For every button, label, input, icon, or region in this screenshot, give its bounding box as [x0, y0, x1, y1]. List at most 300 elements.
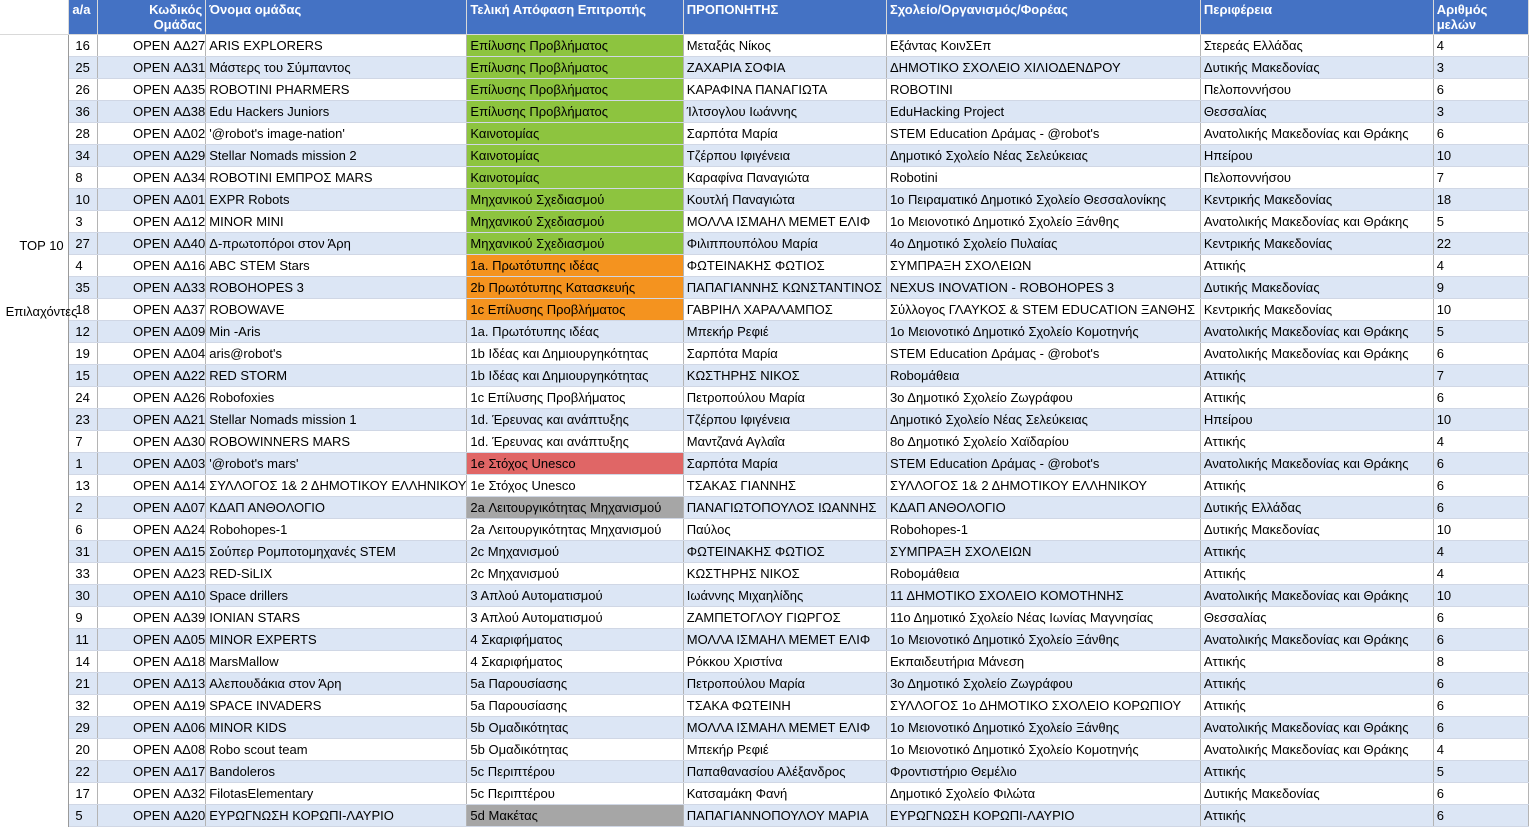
region-cell[interactable]: Ανατολικής Μακεδονίας και Θράκης [1200, 122, 1433, 144]
region-cell[interactable]: Ηπείρου [1200, 408, 1433, 430]
row-number[interactable]: 11 [69, 628, 98, 650]
team-code-cell[interactable]: OPEN ΑΔ02 [97, 122, 205, 144]
header-coach[interactable]: ΠΡΟΠΟΝΗΤΗΣ [683, 0, 886, 34]
region-cell[interactable]: Κεντρικής Μακεδονίας [1200, 232, 1433, 254]
row-number[interactable]: 3 [69, 210, 98, 232]
members-cell[interactable]: 6 [1433, 474, 1528, 496]
school-cell[interactable]: ΣΥΜΠΡΑΞΗ ΣΧΟΛΕΙΩΝ [886, 540, 1200, 562]
team-name-cell[interactable]: ABC STEM Stars [206, 254, 467, 276]
school-cell[interactable]: EduHacking Project [886, 100, 1200, 122]
team-code-cell[interactable]: OPEN ΑΔ39 [97, 606, 205, 628]
decision-cell[interactable]: Επίλυσης Προβλήματος [467, 100, 683, 122]
school-cell[interactable]: ROBOTINI [886, 78, 1200, 100]
region-cell[interactable]: Δυτικής Μακεδονίας [1200, 782, 1433, 804]
team-code-cell[interactable]: OPEN ΑΔ17 [97, 760, 205, 782]
row-number[interactable]: 20 [69, 738, 98, 760]
school-cell[interactable]: Roboμάθεια [886, 364, 1200, 386]
members-cell[interactable]: 6 [1433, 342, 1528, 364]
members-cell[interactable]: 6 [1433, 496, 1528, 518]
team-name-cell[interactable]: ROBOWINNERS MARS [206, 430, 467, 452]
school-cell[interactable]: STEM Education Δράμας - @robot's [886, 342, 1200, 364]
decision-cell[interactable]: Επίλυσης Προβλήματος [467, 34, 683, 56]
decision-cell[interactable]: 2a Λειτουργικότητας Μηχανισμού [467, 496, 683, 518]
coach-cell[interactable]: ΜΟΛΛΑ ΙΣΜΑΗΛ ΜΕΜΕΤ ΕΛΙΦ [683, 716, 886, 738]
team-code-cell[interactable]: OPEN ΑΔ09 [97, 320, 205, 342]
team-code-cell[interactable]: OPEN ΑΔ01 [97, 188, 205, 210]
region-cell[interactable]: Πελοποννήσου [1200, 166, 1433, 188]
school-cell[interactable]: 11 ΔΗΜΟΤΙΚΟ ΣΧΟΛΕΙΟ ΚΟΜΟΤΗΝΗΣ [886, 584, 1200, 606]
team-name-cell[interactable]: MINOR KIDS [206, 716, 467, 738]
decision-cell[interactable]: 5c Περιπτέρου [467, 782, 683, 804]
coach-cell[interactable]: Μεταξάς Νίκος [683, 34, 886, 56]
school-cell[interactable]: Robohopes-1 [886, 518, 1200, 540]
row-number[interactable]: 8 [69, 166, 98, 188]
school-cell[interactable]: Δημοτικό Σχολείο Φιλώτα [886, 782, 1200, 804]
region-cell[interactable]: Ανατολικής Μακεδονίας και Θράκης [1200, 452, 1433, 474]
region-cell[interactable]: Ανατολικής Μακεδονίας και Θράκης [1200, 628, 1433, 650]
decision-cell[interactable]: 1b Ιδέας και Δημιουργηκότητας [467, 342, 683, 364]
decision-cell[interactable]: 5b Ομαδικότητας [467, 716, 683, 738]
members-cell[interactable]: 6 [1433, 782, 1528, 804]
region-cell[interactable]: Ανατολικής Μακεδονίας και Θράκης [1200, 210, 1433, 232]
coach-cell[interactable]: Μπεκήρ Ρεφιέ [683, 320, 886, 342]
coach-cell[interactable]: Μαντζανά Αγλαΐα [683, 430, 886, 452]
coach-cell[interactable]: ΦΩΤΕΙΝΑΚΗΣ ΦΩΤΙΟΣ [683, 254, 886, 276]
members-cell[interactable]: 10 [1433, 144, 1528, 166]
region-cell[interactable]: Αττικής [1200, 694, 1433, 716]
coach-cell[interactable]: ΤΣΑΚΑΣ ΓΙΑΝΝΗΣ [683, 474, 886, 496]
coach-cell[interactable]: Κατσαμάκη Φανή [683, 782, 886, 804]
decision-cell[interactable]: 4 Σκαριφήματος [467, 628, 683, 650]
coach-cell[interactable]: ΠΑΝΑΓΙΩΤΟΠΟΥΛΟΣ ΙΩΑΝΝΗΣ [683, 496, 886, 518]
row-number[interactable]: 9 [69, 606, 98, 628]
team-name-cell[interactable]: '@robot's image-nation' [206, 122, 467, 144]
school-cell[interactable]: ΣΥΜΠΡΑΞΗ ΣΧΟΛΕΙΩΝ [886, 254, 1200, 276]
school-cell[interactable]: 11ο Δημοτικό Σχολείο Νέας Ιωνίας Μαγνησίας [886, 606, 1200, 628]
school-cell[interactable]: ΣΥΛΛΟΓΟΣ 1& 2 ΔΗΜΟΤΙΚΟΥ ΕΛΛΗΝΙΚΟΥ [886, 474, 1200, 496]
coach-cell[interactable]: Ρόκκου Χριστίνα [683, 650, 886, 672]
region-cell[interactable]: Δυτικής Ελλάδας [1200, 496, 1433, 518]
row-number[interactable]: 5 [69, 804, 98, 826]
row-number[interactable]: 2 [69, 496, 98, 518]
coach-cell[interactable]: Τζέρπου Ιφιγένεια [683, 144, 886, 166]
members-cell[interactable]: 22 [1433, 232, 1528, 254]
members-cell[interactable]: 5 [1433, 210, 1528, 232]
row-number[interactable]: 19 [69, 342, 98, 364]
region-cell[interactable]: Αττικής [1200, 254, 1433, 276]
school-cell[interactable]: ΔΗΜΟΤΙΚΟ ΣΧΟΛΕΙΟ ΧΙΛΙΟΔΕΝΔΡΟΥ [886, 56, 1200, 78]
table-row [0, 254, 1529, 276]
row-number[interactable]: 15 [69, 364, 98, 386]
members-cell[interactable]: 6 [1433, 122, 1528, 144]
coach-cell[interactable]: Μπεκήρ Ρεφιέ [683, 738, 886, 760]
decision-cell[interactable]: 1c Επίλυσης Προβλήματος [467, 298, 683, 320]
members-cell[interactable]: 3 [1433, 56, 1528, 78]
row-number[interactable]: 29 [69, 716, 98, 738]
team-code-cell[interactable]: OPEN ΑΔ40 [97, 232, 205, 254]
row-number[interactable]: 6 [69, 518, 98, 540]
team-code-cell[interactable]: OPEN ΑΔ29 [97, 144, 205, 166]
decision-cell[interactable]: 1b Ιδέας και Δημιουργηκότητας [467, 364, 683, 386]
team-name-cell[interactable]: RED STORM [206, 364, 467, 386]
team-name-cell[interactable]: EXPR Robots [206, 188, 467, 210]
team-code-cell[interactable]: OPEN ΑΔ10 [97, 584, 205, 606]
coach-cell[interactable]: Σαρπότα Μαρία [683, 122, 886, 144]
members-cell[interactable]: 4 [1433, 540, 1528, 562]
team-code-cell[interactable]: OPEN ΑΔ26 [97, 386, 205, 408]
row-number[interactable]: 22 [69, 760, 98, 782]
school-cell[interactable]: 1ο Μειονοτικό Δημοτικό Σχολείο Ξάνθης [886, 628, 1200, 650]
row-number[interactable]: 34 [69, 144, 98, 166]
coach-cell[interactable]: ΤΣΑΚΑ ΦΩΤΕΙΝΗ [683, 694, 886, 716]
header-aa[interactable]: a/a [69, 0, 98, 34]
coach-cell[interactable]: ΖΑΧΑΡΙΑ ΣΟΦΙΑ [683, 56, 886, 78]
coach-cell[interactable]: ΠΑΠΑΓΙΑΝΝΟΠΟΥΛΟΥ ΜΑΡΙΑ [683, 804, 886, 826]
team-name-cell[interactable]: ΣΥΛΛΟΓΟΣ 1& 2 ΔΗΜΟΤΙΚΟΥ ΕΛΛΗΝΙΚΟΥ [206, 474, 467, 496]
coach-cell[interactable]: Σαρπότα Μαρία [683, 342, 886, 364]
region-cell[interactable]: Δυτικής Μακεδονίας [1200, 56, 1433, 78]
decision-cell[interactable]: Καινοτομίας [467, 144, 683, 166]
region-cell[interactable]: Αττικής [1200, 650, 1433, 672]
region-cell[interactable]: Ανατολικής Μακεδονίας και Θράκης [1200, 320, 1433, 342]
team-code-cell[interactable]: OPEN ΑΔ07 [97, 496, 205, 518]
decision-cell[interactable]: Καινοτομίας [467, 122, 683, 144]
decision-cell[interactable]: Μηχανικού Σχεδιασμού [467, 188, 683, 210]
row-number[interactable]: 27 [69, 232, 98, 254]
team-code-cell[interactable]: OPEN ΑΔ22 [97, 364, 205, 386]
members-cell[interactable]: 4 [1433, 430, 1528, 452]
coach-cell[interactable]: Σαρπότα Μαρία [683, 452, 886, 474]
row-number[interactable]: 26 [69, 78, 98, 100]
header-school[interactable]: Σχολείο/Οργανισμός/Φορέας [886, 0, 1200, 34]
team-name-cell[interactable]: Robo scout team [206, 738, 467, 760]
members-cell[interactable]: 4 [1433, 254, 1528, 276]
team-code-cell[interactable]: OPEN ΑΔ14 [97, 474, 205, 496]
coach-cell[interactable]: ΜΟΛΛΑ ΙΣΜΑΗΛ ΜΕΜΕΤ ΕΛΙΦ [683, 210, 886, 232]
team-name-cell[interactable]: FilotasElementary [206, 782, 467, 804]
school-cell[interactable]: 1ο Μειονοτικό Δημοτικό Σχολείο Ξάνθης [886, 210, 1200, 232]
header-members[interactable]: Αριθμός μελών [1433, 0, 1528, 34]
team-name-cell[interactable]: Μάστερς του Σύμπαντος [206, 56, 467, 78]
region-cell[interactable]: Στερεάς Ελλάδας [1200, 34, 1433, 56]
region-cell[interactable]: Θεσσαλίας [1200, 100, 1433, 122]
team-name-cell[interactable]: ΚΔΑΠ ΑΝΘΟΛΟΓΙΟ [206, 496, 467, 518]
decision-cell[interactable]: Επίλυσης Προβλήματος [467, 78, 683, 100]
row-number[interactable]: 21 [69, 672, 98, 694]
coach-cell[interactable]: Τζέρπου Ιφιγένεια [683, 408, 886, 430]
row-number[interactable]: 7 [69, 430, 98, 452]
members-cell[interactable]: 10 [1433, 298, 1528, 320]
members-cell[interactable]: 10 [1433, 408, 1528, 430]
decision-cell[interactable]: 1a. Πρωτότυπης ιδέας [467, 254, 683, 276]
team-code-cell[interactable]: OPEN ΑΔ15 [97, 540, 205, 562]
decision-cell[interactable]: 1d. Έρευνας και ανάπτυξης [467, 408, 683, 430]
team-code-cell[interactable]: OPEN ΑΔ13 [97, 672, 205, 694]
decision-cell[interactable]: 1e Στόχος Unesco [467, 474, 683, 496]
decision-cell[interactable]: 5c Περιπτέρου [467, 760, 683, 782]
members-cell[interactable]: 6 [1433, 804, 1528, 826]
row-number[interactable]: 1 [69, 452, 98, 474]
decision-cell[interactable]: 1e Στόχος Unesco [467, 452, 683, 474]
members-cell[interactable]: 10 [1433, 518, 1528, 540]
coach-cell[interactable]: Καραφίνα Παναγιώτα [683, 166, 886, 188]
table-row [0, 606, 1529, 628]
side-label-column [0, 34, 78, 826]
decision-cell[interactable]: Μηχανικού Σχεδιασμού [467, 210, 683, 232]
decision-cell[interactable]: 4 Σκαριφήματος [467, 650, 683, 672]
team-name-cell[interactable]: Edu Hackers Juniors [206, 100, 467, 122]
decision-cell[interactable]: 2c Μηχανισμού [467, 562, 683, 584]
decision-cell[interactable]: Καινοτομίας [467, 166, 683, 188]
region-cell[interactable]: Αττικής [1200, 540, 1433, 562]
coach-cell[interactable]: ΖΑΜΠΕΤΟΓΛΟΥ ΓΙΩΡΓΟΣ [683, 606, 886, 628]
header-team-code[interactable]: Κωδικός Ομάδας [97, 0, 205, 34]
team-name-cell[interactable]: Robofoxies [206, 386, 467, 408]
region-cell[interactable]: Αττικής [1200, 364, 1433, 386]
header-region[interactable]: Περιφέρεια [1200, 0, 1433, 34]
coach-cell[interactable]: Πετροπούλου Μαρία [683, 672, 886, 694]
decision-cell[interactable]: 5a Παρουσίασης [467, 672, 683, 694]
team-name-cell[interactable]: Δ-πρωτοπόροι στον Άρη [206, 232, 467, 254]
row-number[interactable]: 17 [69, 782, 98, 804]
team-code-cell[interactable]: OPEN ΑΔ03 [97, 452, 205, 474]
team-name-cell[interactable]: ROBOTINI PHARMERS [206, 78, 467, 100]
row-number[interactable]: 23 [69, 408, 98, 430]
region-cell[interactable]: Αττικής [1200, 672, 1433, 694]
school-cell[interactable]: ΣΥΛΛΟΓΟΣ 1ο ΔΗΜΟΤΙΚΟ ΣΧΟΛΕΙΟ ΚΟΡΩΠΙΟΥ [886, 694, 1200, 716]
school-cell[interactable]: Roboμάθεια [886, 562, 1200, 584]
region-cell[interactable]: Αττικής [1200, 386, 1433, 408]
team-name-cell[interactable]: IONIAN STARS [206, 606, 467, 628]
region-cell[interactable]: Ανατολικής Μακεδονίας και Θράκης [1200, 738, 1433, 760]
school-cell[interactable]: Εκπαιδευτήρια Μάνεση [886, 650, 1200, 672]
members-cell[interactable]: 7 [1433, 364, 1528, 386]
decision-cell[interactable]: Επίλυσης Προβλήματος [467, 56, 683, 78]
coach-cell[interactable]: Κουτλή Παναγιώτα [683, 188, 886, 210]
region-cell[interactable]: Αττικής [1200, 562, 1433, 584]
team-code-cell[interactable]: OPEN ΑΔ30 [97, 430, 205, 452]
members-cell[interactable]: 6 [1433, 78, 1528, 100]
row-number[interactable]: 13 [69, 474, 98, 496]
team-name-cell[interactable]: MINOR MINI [206, 210, 467, 232]
team-name-cell[interactable]: ROBOWAVE [206, 298, 467, 320]
decision-cell[interactable]: 1d. Έρευνας και ανάπτυξης [467, 430, 683, 452]
row-number[interactable]: 18 [69, 298, 98, 320]
members-cell[interactable]: 6 [1433, 716, 1528, 738]
members-cell[interactable]: 7 [1433, 166, 1528, 188]
school-cell[interactable]: 3ο Δημοτικό Σχολείο Ζωγράφου [886, 386, 1200, 408]
school-cell[interactable]: 8ο Δημοτικό Σχολείο Χαϊδαρίου [886, 430, 1200, 452]
school-cell[interactable]: Δημοτικό Σχολείο Νέας Σελεύκειας [886, 408, 1200, 430]
school-cell[interactable]: 1ο Μειονοτικό Δημοτικό Σχολείο Ξάνθης [886, 716, 1200, 738]
team-code-cell[interactable]: OPEN ΑΔ04 [97, 342, 205, 364]
header-decision[interactable]: Τελική Απόφαση Επιτροπής [467, 0, 683, 34]
coach-cell[interactable]: Φιλιππουπόλου Μαρία [683, 232, 886, 254]
team-name-cell[interactable]: RED-SiLIX [206, 562, 467, 584]
coach-cell[interactable]: Ιωάννης Μιχαηλίδης [683, 584, 886, 606]
members-cell[interactable]: 3 [1433, 100, 1528, 122]
row-number[interactable]: 25 [69, 56, 98, 78]
team-name-cell[interactable]: Stellar Nomads mission 1 [206, 408, 467, 430]
region-cell[interactable]: Ανατολικής Μακεδονίας και Θράκης [1200, 716, 1433, 738]
header-team-name[interactable]: Όνομα ομάδας [206, 0, 467, 34]
members-cell[interactable]: 5 [1433, 760, 1528, 782]
members-cell[interactable]: 6 [1433, 606, 1528, 628]
team-code-cell[interactable]: OPEN ΑΔ35 [97, 78, 205, 100]
decision-cell[interactable]: 2b Πρωτότυπης Κατασκευής [467, 276, 683, 298]
school-cell[interactable]: 3ο Δημοτικό Σχολείο Ζωγράφου [886, 672, 1200, 694]
team-name-cell[interactable]: aris@robot's [206, 342, 467, 364]
members-cell[interactable]: 18 [1433, 188, 1528, 210]
coach-cell[interactable]: Ίλτσογλου Ιωάννης [683, 100, 886, 122]
team-code-cell[interactable]: OPEN ΑΔ19 [97, 694, 205, 716]
team-name-cell[interactable]: Stellar Nomads mission 2 [206, 144, 467, 166]
region-cell[interactable]: Δυτικής Μακεδονίας [1200, 276, 1433, 298]
team-name-cell[interactable]: ROBOTINI ΕΜΠΡΟΣ MARS [206, 166, 467, 188]
members-cell[interactable]: 10 [1433, 584, 1528, 606]
decision-cell[interactable]: 5b Ομαδικότητας [467, 738, 683, 760]
team-code-cell[interactable]: OPEN ΑΔ16 [97, 254, 205, 276]
table-row [0, 694, 1529, 716]
team-code-cell[interactable]: OPEN ΑΔ08 [97, 738, 205, 760]
team-name-cell[interactable]: Robohopes-1 [206, 518, 467, 540]
coach-cell[interactable]: ΓΑΒΡΙΗΛ ΧΑΡΑΛΑΜΠΟΣ [683, 298, 886, 320]
coach-cell[interactable]: ΦΩΤΕΙΝΑΚΗΣ ΦΩΤΙΟΣ [683, 540, 886, 562]
region-cell[interactable]: Δυτικής Μακεδονίας [1200, 518, 1433, 540]
row-number[interactable]: 35 [69, 276, 98, 298]
school-cell[interactable]: 1ο Μειονοτικό Δημοτικό Σχολείο Κομοτηνής [886, 320, 1200, 342]
team-code-cell[interactable]: OPEN ΑΔ31 [97, 56, 205, 78]
team-code-cell[interactable]: OPEN ΑΔ24 [97, 518, 205, 540]
team-code-cell[interactable]: OPEN ΑΔ38 [97, 100, 205, 122]
team-code-cell[interactable]: OPEN ΑΔ33 [97, 276, 205, 298]
team-code-cell[interactable]: OPEN ΑΔ21 [97, 408, 205, 430]
members-cell[interactable]: 9 [1433, 276, 1528, 298]
team-code-cell[interactable]: OPEN ΑΔ32 [97, 782, 205, 804]
decision-cell[interactable]: 5d Μακέτας [467, 804, 683, 826]
decision-cell[interactable]: 2c Μηχανισμού [467, 540, 683, 562]
school-cell[interactable]: Εξάντας ΚοινΣΕπ [886, 34, 1200, 56]
team-name-cell[interactable]: Σούπερ Ρομποτομηχανές STEM [206, 540, 467, 562]
region-cell[interactable]: Πελοποννήσου [1200, 78, 1433, 100]
row-number[interactable]: 33 [69, 562, 98, 584]
row-number[interactable]: 30 [69, 584, 98, 606]
school-cell[interactable]: ΚΔΑΠ ΑΝΘΟΛΟΓΙΟ [886, 496, 1200, 518]
school-cell[interactable]: STEM Education Δράμας - @robot's [886, 452, 1200, 474]
team-code-cell[interactable]: OPEN ΑΔ12 [97, 210, 205, 232]
team-code-cell[interactable]: OPEN ΑΔ34 [97, 166, 205, 188]
region-cell[interactable]: Αττικής [1200, 430, 1433, 452]
region-cell[interactable]: Κεντρικής Μακεδονίας [1200, 188, 1433, 210]
team-name-cell[interactable]: ARIS EXPLORERS [206, 34, 467, 56]
school-cell[interactable]: Δημοτικό Σχολείο Νέας Σελεύκειας [886, 144, 1200, 166]
members-cell[interactable]: 4 [1433, 738, 1528, 760]
members-cell[interactable]: 6 [1433, 452, 1528, 474]
team-name-cell[interactable]: Bandoleros [206, 760, 467, 782]
row-number[interactable]: 12 [69, 320, 98, 342]
coach-cell[interactable]: Παπαθανασίου Αλέξανδρος [683, 760, 886, 782]
row-number[interactable]: 4 [69, 254, 98, 276]
coach-cell[interactable]: ΚΩΣΤΗΡΗΣ ΝΙΚΟΣ [683, 364, 886, 386]
school-cell[interactable]: Φροντιστήριο Θεμέλιο [886, 760, 1200, 782]
coach-cell[interactable]: ΚΑΡΑΦΙΝΑ ΠΑΝΑΓΙΩΤΑ [683, 78, 886, 100]
team-code-cell[interactable]: OPEN ΑΔ18 [97, 650, 205, 672]
row-number[interactable]: 10 [69, 188, 98, 210]
region-cell[interactable]: Αττικής [1200, 474, 1433, 496]
region-cell[interactable]: Θεσσαλίας [1200, 606, 1433, 628]
school-cell[interactable]: 4ο Δημοτικό Σχολείο Πυλαίας [886, 232, 1200, 254]
coach-cell[interactable]: ΜΟΛΛΑ ΙΣΜΑΗΛ ΜΕΜΕΤ ΕΛΙΦ [683, 628, 886, 650]
team-code-cell[interactable]: OPEN ΑΔ23 [97, 562, 205, 584]
row-number[interactable]: 31 [69, 540, 98, 562]
members-cell[interactable]: 6 [1433, 672, 1528, 694]
school-cell[interactable]: ΕΥΡΩΓΝΩΣΗ ΚΟΡΩΠΙ-ΛΑΥΡΙΟ [886, 804, 1200, 826]
decision-cell[interactable]: 1c Επίλυσης Προβλήματος [467, 386, 683, 408]
school-cell[interactable]: STEM Education Δράμας - @robot's [886, 122, 1200, 144]
members-cell[interactable]: 6 [1433, 386, 1528, 408]
row-number[interactable]: 36 [69, 100, 98, 122]
team-name-cell[interactable]: ROBOHOPES 3 [206, 276, 467, 298]
members-cell[interactable]: 4 [1433, 562, 1528, 584]
team-code-cell[interactable]: OPEN ΑΔ27 [97, 34, 205, 56]
team-name-cell[interactable]: MINOR EXPERTS [206, 628, 467, 650]
members-cell[interactable]: 6 [1433, 694, 1528, 716]
coach-cell[interactable]: Παύλος [683, 518, 886, 540]
school-cell[interactable]: NEXUS INOVATION - ROBOHOPES 3 [886, 276, 1200, 298]
team-code-cell[interactable]: OPEN ΑΔ37 [97, 298, 205, 320]
row-number[interactable]: 24 [69, 386, 98, 408]
team-name-cell[interactable]: Min -Aris [206, 320, 467, 342]
row-number[interactable]: 28 [69, 122, 98, 144]
decision-cell[interactable]: 3 Απλού Αυτοματισμού [467, 584, 683, 606]
team-code-cell[interactable]: OPEN ΑΔ05 [97, 628, 205, 650]
school-cell[interactable]: 1ο Μειονοτικό Δημοτικό Σχολείο Κομοτηνής [886, 738, 1200, 760]
row-number[interactable]: 16 [69, 34, 98, 56]
school-cell[interactable]: Robotini [886, 166, 1200, 188]
team-name-cell[interactable]: MarsMallow [206, 650, 467, 672]
decision-cell[interactable]: 5a Παρουσίασης [467, 694, 683, 716]
members-cell[interactable]: 5 [1433, 320, 1528, 342]
region-cell[interactable]: Αττικής [1200, 760, 1433, 782]
decision-cell[interactable]: 3 Απλού Αυτοματισμού [467, 606, 683, 628]
team-name-cell[interactable]: Αλεπουδάκια στον Άρη [206, 672, 467, 694]
school-cell[interactable]: 1ο Πειραματικό Δημοτικό Σχολείο Θεσσαλονίκης [886, 188, 1200, 210]
team-name-cell[interactable]: Space drillers [206, 584, 467, 606]
coach-cell[interactable]: ΚΩΣΤΗΡΗΣ ΝΙΚΟΣ [683, 562, 886, 584]
members-cell[interactable]: 6 [1433, 628, 1528, 650]
decision-cell[interactable]: 2a Λειτουργικότητας Μηχανισμού [467, 518, 683, 540]
school-cell[interactable]: Σύλλογος ΓΛΑΥΚΟΣ & STEM EDUCATION ΞΑΝΘΗΣ [886, 298, 1200, 320]
members-cell[interactable]: 8 [1433, 650, 1528, 672]
row-number[interactable]: 14 [69, 650, 98, 672]
decision-cell[interactable]: Μηχανικού Σχεδιασμού [467, 232, 683, 254]
region-cell[interactable]: Ηπείρου [1200, 144, 1433, 166]
row-number[interactable]: 32 [69, 694, 98, 716]
region-cell[interactable]: Ανατολικής Μακεδονίας και Θράκης [1200, 342, 1433, 364]
team-name-cell[interactable]: ΕΥΡΩΓΝΩΣΗ ΚΟΡΩΠΙ-ΛΑΥΡΙΟ [206, 804, 467, 826]
region-cell[interactable]: Ανατολικής Μακεδονίας και Θράκης [1200, 584, 1433, 606]
team-name-cell[interactable]: SPACE INVADERS [206, 694, 467, 716]
coach-cell[interactable]: Πετροπούλου Μαρία [683, 386, 886, 408]
team-code-cell[interactable]: OPEN ΑΔ06 [97, 716, 205, 738]
team-name-cell[interactable]: '@robot's mars' [206, 452, 467, 474]
coach-cell[interactable]: ΠΑΠΑΓΙΑΝΝΗΣ ΚΩΝΣΤΑΝΤΙΝΟΣ [683, 276, 886, 298]
decision-cell[interactable]: 1a. Πρωτότυπης ιδέας [467, 320, 683, 342]
members-cell[interactable]: 4 [1433, 34, 1528, 56]
team-code-cell[interactable]: OPEN ΑΔ20 [97, 804, 205, 826]
region-cell[interactable]: Αττικής [1200, 804, 1433, 826]
region-cell[interactable]: Κεντρικής Μακεδονίας [1200, 298, 1433, 320]
